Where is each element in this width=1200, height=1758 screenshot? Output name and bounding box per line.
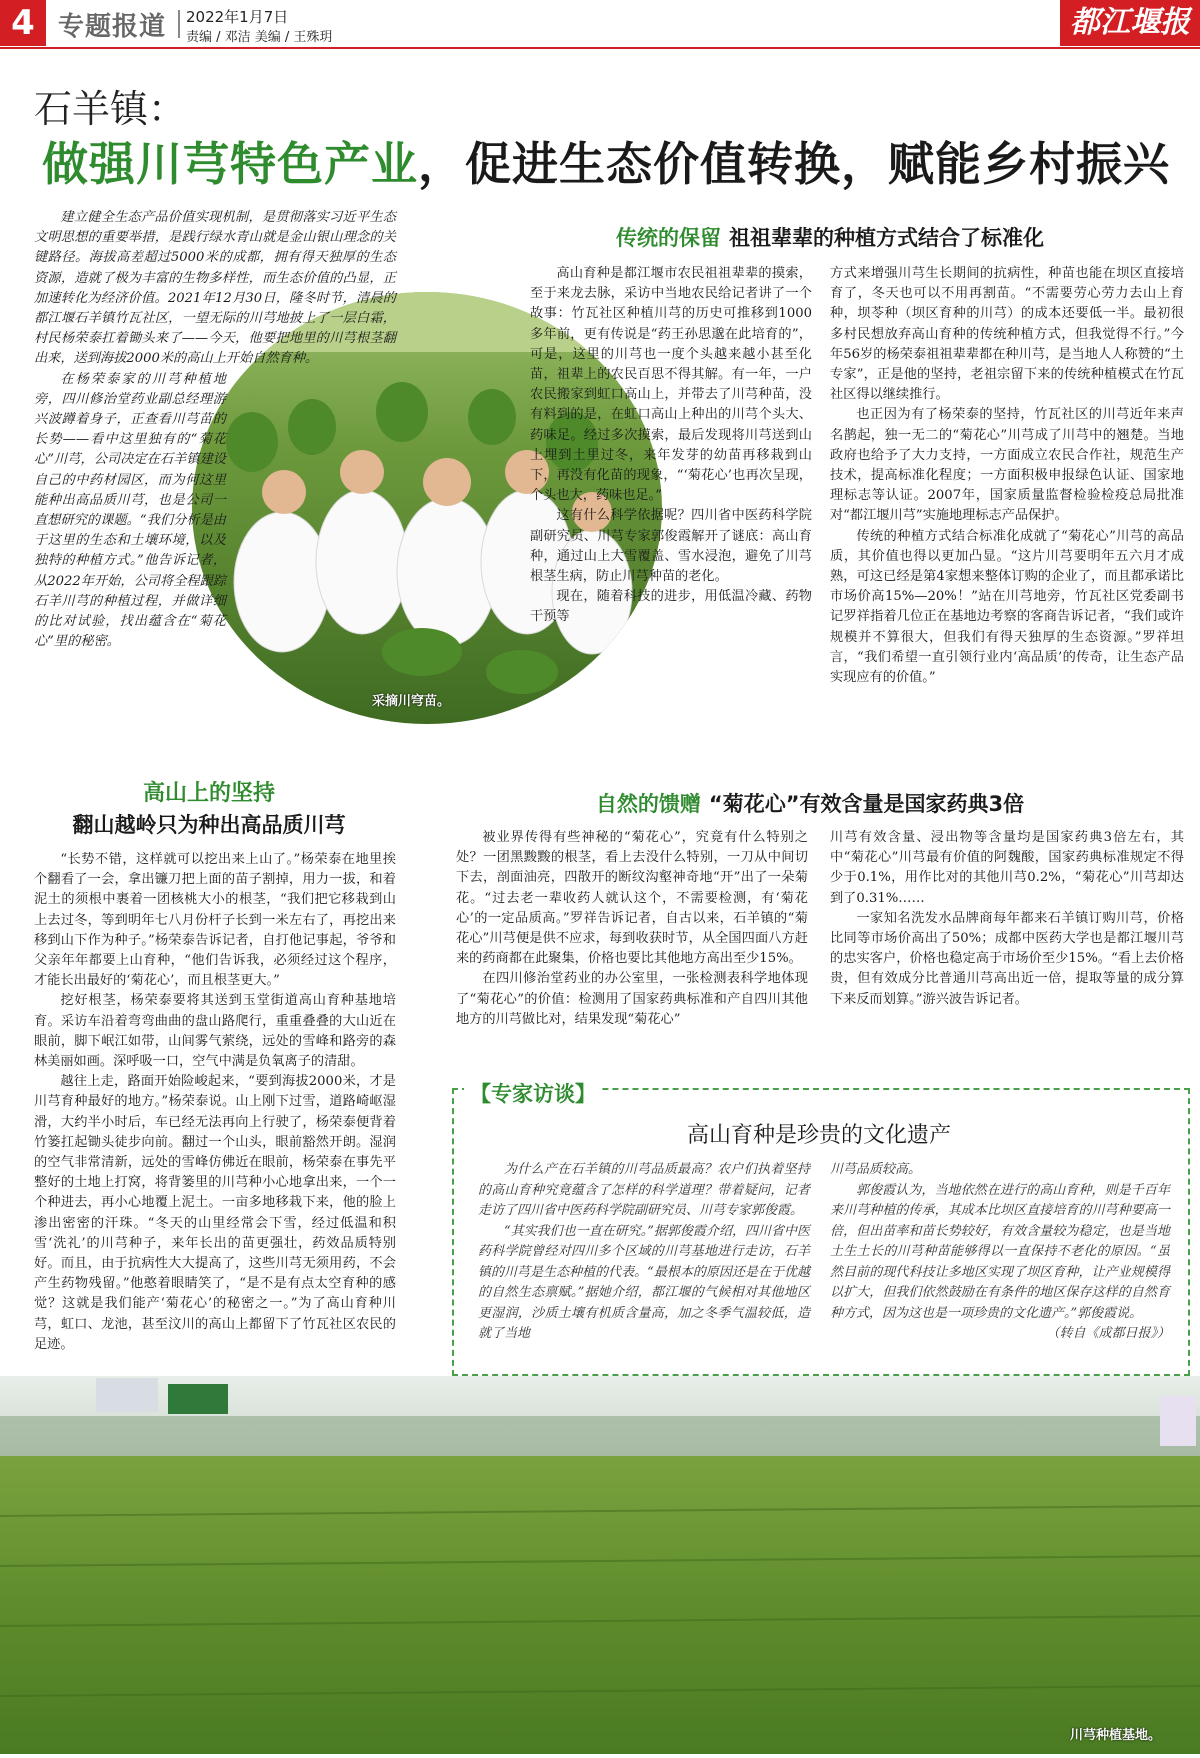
issue-date: 2022年1月7日 [186,8,289,26]
expert-column-right [830,1160,1170,1345]
section-heading-nature-gift [460,788,1160,818]
headline-kicker: 石羊镇： [34,87,187,131]
section3-column-right [830,828,1184,1010]
lead-paragraph-1: 建立健全生态产品价值实现机制，是贯彻落实习近平生态文明思想的重要举措，是践行绿水青山就是金山银山理念的关键路径。海拔高差超过5000米的成都，拥有得天独厚的生态资源，造就了极为丰富的生物多样性，而生态价值的凸显，正加速转化为经济价值。2021年12月30日，隆冬时节，清晨的都江堰石羊镇竹瓦社区，一望无际的川芎地披上了一层白霜，村民杨荣泰扛着锄头来了——今天，他要把地里的川芎根茎翻出来，送到海拔2000米的高山上开始自然育种。 [34,210,396,367]
header-rule [0,47,1200,49]
section2-column [34,850,396,1355]
paragraph: 川芎有效含量、浸出物等含量均是国家药典3倍左右，其中“菊花心”川芎最有价值的阿魏酸，国家药典标准规定不得少于0.1%，用作比对的其他川芎0.2%，“菊花心”川芎却达到了0.31%…… [830,830,1184,906]
expert-interview-tag: 【专家访谈】 [464,1078,602,1108]
header-divider [178,10,180,38]
paragraph: 在四川修治堂药业的办公室里，一张检测表科学地体现了“菊花心”的价值：检测用了国家药典标准和产自四川其他地方的川芎做比对，结果发现“菊花心” [456,971,808,1027]
main-headline [42,128,1170,194]
paragraph: 越往上走，路面开始险峻起来，“要到海拔2000米，才是川芎育种最好的地方。”杨荣泰说。山上刚下过雪，道路崎岖湿滑，大约半小时后，车已经无法再向上行驶了，杨荣泰便背着竹篓扛起锄头徒步向前。翻过一个山头，眼前豁然开朗。湿润的空气非常清新，远处的雪峰仿佛近在眼前，杨荣泰在事先平整好的土地上打窝，将背篓里的川芎种小心地拿出来，一个一个种进去，再小心地覆上泥土。一亩多地移栽下来，他的脸上渗出密密的汗珠。“冬天的山里经常会下雪，经过低温和积雪‘洗礼’的川芎种子，来年长出的苗更强壮，药效品质特别好。而且，由于抗病性大大提高了，这些川芎无须用药，不会产生药物残留。”他憨着眼睛笑了，“是不是有点太空育种的感觉？这就是我们能产‘菊花心’的秘密之一。”为了高山育种川芎，虹口、龙池，甚至汶川的高山上都留下了竹瓦社区农民的足迹。 [34,1074,396,1352]
field-plantation-photo [0,1376,1200,1754]
section-title: 翻山越岭只为种出高品质川芎 [72,813,346,837]
section-heading-mountain [34,776,384,839]
section-heading-tradition [480,222,1180,252]
paragraph: 传统的种植方式结合标准化成就了“菊花心”川芎的高品质，其价值也得以更加凸显。“这片川芎要明年五六月才成熟，可这已经是第4家想来整体订购的企业了，而且都承诺比市场价高15%—20%！”站在川芎地旁，竹瓦社区党委副书记罗祥指着几位正在基地边考察的客商告诉记者，“我们或许规模并不算很大，但我们有得天独厚的生态资源。”罗祥坦言，“我们希望一直引领行业内‘高品质’的传奇，让生态产品实现应有的价值。” [830,528,1184,686]
section-title: 祖祖辈辈的种植方式结合了标准化 [729,226,1044,250]
paragraph: 现在，随着科技的进步，用低温冷藏、药物干预等 [530,589,812,625]
expert-column-left [478,1160,810,1345]
section-label-green: 高山上的坚持 [142,781,275,806]
paragraph: 川芎品质较高。 [830,1162,922,1177]
section1-column-left [530,264,812,628]
paragraph: “其实我们也一直在研究。”据郭俊霞介绍，四川省中医药科学院曾经对四川多个区域的川芎基地进行走访，石羊镇的川芎是生态种植的代表。“最根本的原因还是在于优越的自然生态禀赋。”据她介绍，都江堰的气候相对其他地区更湿润，沙质土壤有机质含量高，加之冬季气温较低，造就了当地 [478,1223,810,1341]
lead-paragraph-2: 在杨荣泰家的川芎种植地旁，四川修治堂药业副总经理游兴波蹲着身子，正查看川芎苗的长势——看中这里独有的“菊花心”川芎，公司决定在石羊镇建设自己的中药材园区，而为何这里能种出高品质川芎，也是公司一直想研究的课题。“我们分析是由于这里的生态和土壤环境，以及独特的种植方式。”他告诉记者，从2022年开始，公司将全程跟踪石羊川芎的种植过程，并做详细的比对试验，找出蕴含在“菊花心”里的秘密。 [34,371,226,650]
section-label: 专题报道 [58,12,167,42]
section-label-green: 自然的馈赠 [595,792,701,816]
paragraph: 高山育种是都江堰市农民祖祖辈辈的摸索，至于来龙去脉，采访中当地农民给记者讲了一个故事：竹瓦社区种植川芎的历史可推移到1000多年前，更有传说是“药王孙思邈在此培育的”，可是，这里的川芎也一度个头越来越小甚至化苗，祖辈上的农民百思不得其解。有一年，一户农民搬家到虹口高山上，并带去了川芎种苗，没有料到的是，在虹口高山上种出的川芎个头大、药味足。经过多次摸索，最后发现将川芎送到山上埋到土里过冬，来年发芽的幼苗再移栽到山下，再没有化苗的现象，“‘菊花心’也再次呈现，个头也大，药味也足。” [530,266,812,504]
paragraph: 也正因为有了杨荣泰的坚持，竹瓦社区的川芎近年来声名鹊起，独一无二的“菊花心”川芎成了川芎中的翘楚。当地政府也给予了大力支持，一方面成立农民合作社，规范生产技术，提高标准化程度；一方面积极申报绿色认证、国家地理标志等认证。2007年，国家质量监督检验检疫总局批准对“都江堰川芎”实施地理标志产品保护。 [830,407,1184,524]
paragraph: 这有什么科学依据呢？四川省中医药科学院副研究员、川芎专家郭俊霞解开了谜底：高山育种，通过山上大雪覆盖、雪水浸泡，避免了川芎根茎生病，防止川芎种苗的老化。 [530,508,812,585]
expert-interview-title: 高山育种是珍贵的文化遗产 [686,1123,951,1148]
section-title: “菊花心”有效含量是国家药典3倍 [708,792,1025,816]
paragraph: 郭俊霞认为，当地依然在进行的高山育种，则是千百年来川芎种植的传承，其成本比坝区直接培育的川芎种要高一倍，但出苗率和苗长势较好，有效含量较为稳定，也是当地土生土长的川芎种苗能够得以一直保持不老化的原因。“虽然目前的现代科技让多地区实现了坝区育种，让产业规模得以扩大，但我们依然鼓励在有条件的地区保存这样的自然育种方式，因为这也是一项珍贵的文化遗产。”郭俊霞说。 [830,1182,1170,1321]
paragraph: 被业界传得有些神秘的“菊花心”，究竟有什么特别之处？一团黑黢黢的根茎，看上去没什么特别，一刀从中间切下去，剖面油亮，四散开的断纹沟壑神奇地“开”出了一朵菊花。“过去老一辈收药人就认这个，不需要检测，有‘菊花心’的一定品质高。”罗祥告诉记者，自古以来，石羊镇的“菊花心”川芎便是供不应求，每到收获时节，从全国四面八方赶来的药商都在此聚集，价格也要比其他地方高出至少15%。 [456,830,808,967]
section-label-green: 传统的保留 [616,226,721,250]
paragraph: 一家知名洗发水品牌商每年都来石羊镇订购川芎，价格比同等市场价高出了50%；成都中医药大学也是都江堰川芎的忠实客户，价格也稳定高于市场价至少15%。“看上去价格贵，但有效成分比普通川芎高出近一倍，提取等量的成分算下来反而划算。”游兴波告诉记者。 [830,910,1184,1007]
paragraph: “长势不错，这样就可以挖出来上山了。”杨荣泰在地里挨个翻看了一会，拿出镰刀把上面的苗子割掉，用力一拔，和着泥土的须根中裹着一团核桃大小的根茎，“我们把它移栽到山上去过冬，等到明年七八月份杆子长到一米左右了，再挖出来移到山下作为种子。”杨荣泰告诉记者，自打他记事起，爷爷和父亲年年都要上山育种，“他们告诉我，必须经过这个程序，才能长出最好的‘菊花心’，而且根茎更大。” [34,852,396,989]
section3-column-left [456,828,808,1030]
editors-credit: 责编 / 邓洁 美编 / 王殊玥 [186,30,333,45]
page-number: 4 [0,0,46,46]
paragraph: 方式来增强川芎生长期间的抗病性，种苗也能在坝区直接培育了，冬天也可以不用再割苗。“不需要劳心劳力去山上育种，坝苓种（坝区育种的川芎）的成本还要低一半。最初很多村民想放弃高山育种的传统种植方式，但我觉得不行。”今年56岁的杨荣泰祖祖辈辈都在种川芎，是当地人人称赞的“土专家”，正是他的坚持，老祖宗留下来的传统种植模式在竹瓦社区得以继续推行。 [830,266,1184,403]
photo-caption: 采摘川穹苗。 [372,694,451,709]
page-header [0,0,1200,46]
headline-rest-part: ，促进生态价值转换，赋能乡村振兴 [418,137,1170,191]
paragraph: 挖好根茎，杨荣泰要将其送到玉堂街道高山育种基地培育。采访车沿着弯弯曲曲的盘山路爬行，重重叠叠的大山近在眼前，脚下岷江如带，山间雾气萦绕，远处的雪峰和路旁的森林美丽如画。深呼吸一口，空气中满是负氧离子的清甜。 [34,993,396,1070]
paragraph: 为什么产在石羊镇的川芎品质最高？农户们执着坚持的高山育种究竟蕴含了怎样的科学道理？带着疑问，记者走访了四川省中医药科学院副研究员、川芎专家郭俊霞。 [478,1162,810,1218]
headline-green-part: 做强川芎特色产业 [42,137,418,191]
reprint-source: （转自《成都日报》） [1046,1326,1170,1341]
newspaper-masthead-logo: 都江堰报 [1060,0,1200,46]
field-photo-caption: 川芎种植基地。 [1070,1728,1162,1743]
section1-column-right [830,264,1184,688]
lead-paragraphs [34,208,396,652]
